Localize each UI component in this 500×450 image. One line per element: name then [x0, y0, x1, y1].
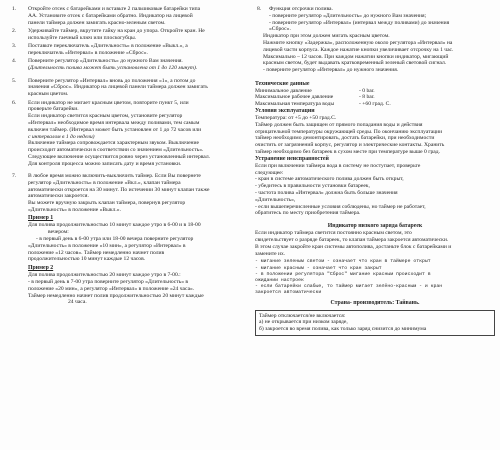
step-line: проверьте батарейки.: [28, 106, 79, 113]
text-line: таймер необходимо демонтировать, достать батарейки, при необходимости: [255, 135, 435, 142]
tech-value: - +60 град. С.: [359, 101, 391, 108]
low-battery-title: Индикатор низкого заряда батареек: [327, 223, 423, 230]
box-line: б) закроется во время полива, как только заряд снизится до минимума: [259, 326, 427, 333]
example-line: Для полива продолжительностью 10 минут каждое утро в 6-00 и в 18-00: [28, 222, 201, 229]
step-line: Если индикатор светится красным цветом, установите регулятор: [28, 113, 183, 120]
text-line: обратитесь по месту приобретения таймера.: [255, 210, 361, 217]
troubleshooting-title: Устранение неисправностей: [255, 155, 329, 162]
step-line: Максимально – 12 часов. При каждом нажатии кнопки индикатор, мигающий: [263, 53, 449, 60]
step-number: 1.: [12, 6, 17, 12]
box-line: Таймер отключается/не включается:: [259, 312, 346, 319]
text-line: - частота полива «Интервал» должна быть больше значения: [255, 189, 398, 196]
step-number: 8.: [257, 6, 262, 12]
step-line: происходит автоматически в соответствии со значением «Длительность».: [28, 147, 204, 154]
text-line: очистить от загрязнений корпус, регулятор и электрические контакты. Хранить: [255, 142, 445, 149]
step-line: «Интервал» необходимое время интервала между поливами, тем самым: [28, 119, 200, 126]
step-line: Вы можете вручную закрыть клапан таймера, повернув регулятор: [28, 200, 186, 207]
step-line: автоматически закроется.: [28, 193, 89, 200]
example-2-title: Пример 2: [28, 265, 54, 272]
text-line: Таймер должен быть защищен от прямого попадания воды и действия: [255, 121, 423, 128]
step-line: Поверните регулятор «Длительность» до нужного Вам значения.: [28, 58, 183, 65]
step-5: [8, 78, 243, 98]
example-line: - в первый день в 6-00 утра или 18-00 вечера поверните регулятор: [36, 236, 194, 243]
step-line: Следующее включение осуществится ровно через установленный интервал.: [28, 153, 211, 160]
step-line: Удерживайте таймер, вкрутите гайку на кран до упора. Откройте кран. Не: [28, 27, 205, 34]
step-line: красным светом, будет выдавать кратковременный зеленый световой сигнал.: [263, 60, 447, 67]
step-line: АА. Установите отсек с батарейками обратно. Индикатор на лицевой: [28, 12, 193, 19]
example-line: 24 часа.: [68, 299, 87, 306]
shutdown-note-box: [255, 310, 495, 336]
step-line: - поверните регулятор «Длительность» до нужного Вам значения;: [269, 12, 427, 19]
example-line: «Длительность» в положение «10 мин», а регулятор «Интервал» в: [28, 242, 186, 249]
step-7: [8, 173, 243, 214]
step-number: 6.: [12, 99, 17, 106]
step-line: - поверните регулятор «Интервал» до нужного значения.: [263, 67, 399, 74]
step-number: 7.: [12, 173, 17, 180]
step-line: используйте гаечный ключ или плоскогубцы.: [28, 34, 137, 41]
step-2: [8, 28, 243, 42]
step-line: Если индикатор не мигает красным цветом, повторите пункт 5, или: [28, 99, 189, 106]
step-line: красным цветом.: [28, 91, 69, 98]
step-line: - поверните регулятор «Интервал» (интервал между поливами) до значения: [269, 19, 450, 26]
text-line: замените их.: [255, 250, 286, 257]
text-line: В этом случае закройте кран системы автополива, достаньте блок с батарейками и: [255, 243, 452, 250]
step-line: Включение таймера сопровождается характерным звуком. Выключение: [28, 140, 200, 147]
step-3: [8, 43, 243, 57]
step-line: (Длительность полива может быть установлена от 1 до 120 минут).: [28, 65, 198, 72]
tech-value: - 0 bar.: [359, 87, 375, 94]
operating-conditions: [255, 108, 495, 156]
tech-label: Максимальная температура воды: [255, 101, 335, 108]
step-line: «Сброс».: [269, 26, 291, 33]
step-line: «Длительность» в положение «Выкл.».: [28, 207, 122, 214]
example-1-title: Пример 1: [28, 215, 54, 222]
step-line: с интервалом в 1 до недели): [28, 133, 95, 140]
mono-line: закроется автоматически: [255, 290, 322, 296]
mono-line: - если батарейки слабые, то таймер мигает зелёно-красным - и кран: [255, 284, 443, 290]
text-line: следующее:: [255, 169, 284, 176]
text-line: свидетельствует о разряде батареек, то клапан таймера закроется автоматически.: [255, 236, 449, 243]
step-line: переключатель «Интервал» в положение «Сброс».: [28, 49, 148, 56]
step-8: [255, 6, 495, 74]
step-line: автоматически откроется на 30 минут. По истечении 30 минут клапан также: [28, 186, 210, 193]
step-line: лицевой части корпуса. Каждое нажатие кнопки увеличивает отсрочку на 1 час.: [263, 46, 454, 53]
box-line: а) не открывается при низком заряде,: [259, 319, 348, 326]
tech-value: - 8 bar.: [359, 94, 375, 101]
text-line: - кран в системе автоматического полива должен быть открыт,: [255, 176, 404, 183]
country-of-origin: Страна- производитель: Тайвань.: [330, 299, 420, 306]
text-line: - убедитесь в правильности установки батареек,: [255, 183, 370, 190]
text-line: «Длительность»,: [255, 196, 296, 203]
step-number: 2.: [12, 27, 17, 34]
left-column: [8, 6, 243, 306]
step-number: 5.: [12, 77, 17, 84]
step-number: 3.: [12, 43, 17, 50]
example-2: [8, 265, 243, 306]
text-line: - если вышеперечисленные условия соблюдены, но таймер не работает,: [255, 203, 426, 210]
example-line: продолжительностью 10 минут каждые 12 часов.: [28, 256, 146, 263]
step-line: значения «Сброс». Индикатор на лицевой панели таймера должен замигать: [28, 84, 208, 91]
mono-line: - в положении регулятора "Сброс" мигание красным происходит в: [255, 271, 431, 277]
mono-line: - мигание зеленым светом - означает что кран в таймере открыт: [255, 259, 431, 265]
step-6: [8, 100, 243, 168]
example-line: положение «20 мин», а регулятор «Интервал» в положение «24 часа».: [28, 285, 195, 292]
tech-data: [255, 81, 495, 108]
step-line: включен таймер. (Интервал может быть установлен от 1 до 72 часов или: [28, 126, 202, 133]
text-line: Если при включении таймера вода в систему не поступает, проверьте: [255, 162, 421, 169]
step-line: Поверните регулятор «Интервал» вновь до положения «1», а потом до: [28, 77, 196, 84]
example-line: Для полива продолжительностью 20 минут каждое утро в 7-00.:: [28, 272, 181, 279]
step-line: регулятор «Длительность» в положение «Вкл.», клапан таймера: [28, 179, 181, 186]
mono-line: - мигание красным - означает что кран закрыт: [255, 265, 382, 271]
step-line: В любое время можно включить-выключить таймер. Если Вы повернете: [28, 173, 201, 180]
right-column: [255, 6, 495, 336]
step-line: Функция отсрочки полива.: [269, 6, 333, 12]
indicator-legend: [255, 259, 495, 296]
tech-label: Минимальное давление: [255, 87, 312, 94]
example-line: Таймер немедленно начнет полив продолжительностью 20 минут каждые: [28, 292, 204, 299]
step-4: [8, 58, 243, 72]
troubleshooting: [255, 156, 495, 217]
tech-row: [255, 101, 495, 108]
example-line: - в первый день в 7-00 утра поверните регулятор «Длительность» в: [28, 279, 189, 286]
step-line: Откройте отсек с батарейками и вставьте 2 пальчиковые батарейки типа: [28, 6, 201, 12]
tech-row: [255, 94, 495, 101]
text-line: таймер необходимо без батареек в сухом месте при температуре выше 0 град.: [255, 148, 441, 155]
step-1: [8, 6, 243, 26]
example-line: положение «12 часов». Таймер немедленно начнет полив: [28, 249, 165, 256]
example-1: [8, 215, 243, 263]
step-line: Индикатор при этом должен мигать красным цветом.: [263, 33, 390, 40]
operating-conditions-title: Условия эксплуатации: [255, 107, 315, 114]
text-line: отрицательной температуры окружающей среды. По окончанию эксплуатации: [255, 128, 443, 135]
tech-data-title: Технические данные: [255, 80, 310, 87]
step-line: Для контроля процесса можно записать дату и время установки.: [28, 160, 182, 167]
example-line: вечером:: [48, 229, 69, 236]
mono-line: ожидании настроек: [255, 277, 304, 283]
text-line: Если индикатор таймера светится постоянно красным светом, это: [255, 230, 412, 237]
step-number: 4.: [12, 58, 17, 65]
step-line: Нажмите кнопку «Задержка», расположенную около регулятора «Интервал» на: [263, 39, 453, 46]
tech-label: Максимальное рабочее давление: [255, 94, 334, 101]
text-line: Температура: от +5 до +50 град.С.: [255, 114, 337, 121]
step-line: Поставьте переключатель «Длительность» в положение «Выкл.», а: [28, 43, 188, 50]
step-line: панели таймера должен замигать красно-зеленым светом.: [28, 19, 166, 26]
low-battery-section: [255, 223, 495, 257]
